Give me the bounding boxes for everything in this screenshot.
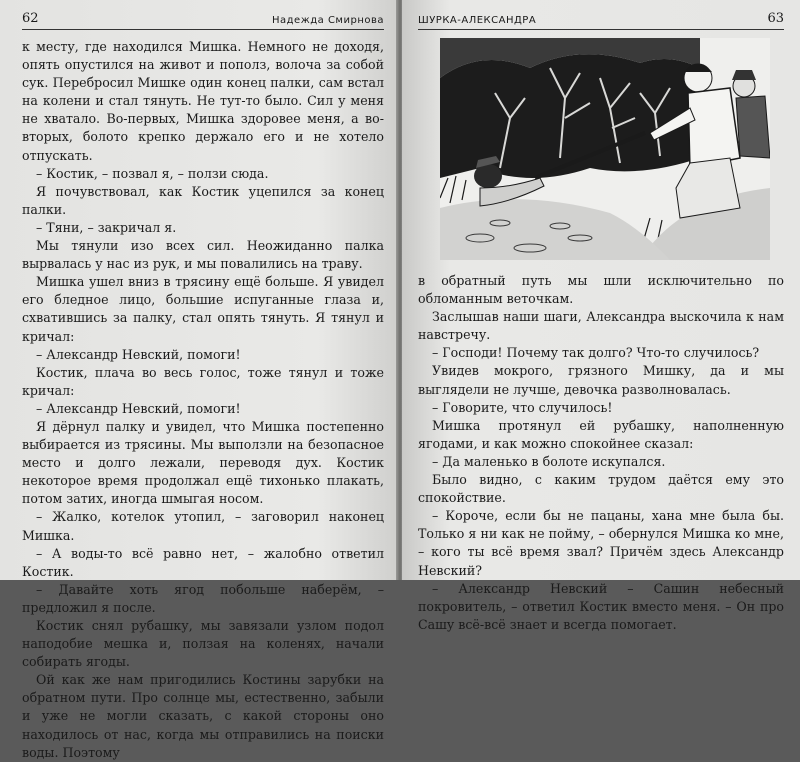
page-number: 63 [767,11,784,26]
paragraph: Мишка протянул ей рубашку, наполненную ягодами, и как можно спокойнее сказал: [418,417,784,451]
paragraph: Я дёрнул палку и увидел, что Мишка постепенно выбирается из трясины. Мы выползли на безопасное место и долго лежали, переводя дух. Костик некоторое время продолжал ещё тихонько плакать, потом затих, иногда шмыгая носом. [22,418,384,507]
paragraph: в обратный путь мы шли исключительно по обломанным веточкам. [418,273,784,307]
right-page [402,0,800,632]
paragraph: – Да маленько в болоте искупался. [432,453,666,469]
paragraph: Я почувствовал, как Костик уцепился за конец палки. [22,183,384,217]
paragraph: – Давайте хоть ягод побольше наберём, – предложил я после. [22,581,384,615]
right-page-header [418,10,784,30]
running-header-title: ШУРКА-АЛЕКСАНДРА [418,15,537,26]
paragraph: Костик снял рубашку, мы завязали узлом подол наподобие мешка и, ползая на коленях, начали собирать ягоды. [22,618,384,670]
paragraph: Костик, плача во весь голос, тоже тянул и тоже кричал: [22,364,384,398]
paragraph: к месту, где находился Мишка. Немного не доходя, опять опустился на живот и пополз, волоча за собой сук. Перебросил Мишке один конец палки, сам встал на колени и стал тянуть. Не тут-то было. Сил у меня не хватало. Во-первых, Мишка здоровее меня, а во-вторых, болото крепко держало его и не хотело отпускать. [22,39,384,163]
paragraph: Было видно, с каким трудом даётся ему это спокойствие. [418,472,784,506]
paragraph: – Александр Невский, помоги! [36,346,241,362]
paragraph: – Говорите, что случилось! [432,399,613,415]
paragraph: – Костик, – позвал я, – ползи сюда. [36,165,269,181]
left-page-text [22,38,384,762]
paragraph: – Александр Невский – Сашин небесный покровитель, – ответил Костик вместо меня. – Он про Сашу всё-всё знает и всегда помогает. [418,580,784,632]
paragraph: – А воды-то всё равно нет, – жалобно ответил Костик. [22,545,384,579]
paragraph: – Александр Невский, помоги! [36,400,241,416]
swamp-rescue-illustration [440,38,770,260]
left-page-header [22,10,384,30]
page-number: 62 [22,11,39,26]
illustration-drawing [440,38,770,260]
paragraph: Мы тянули изо всех сил. Неожиданно палка вырвалась у нас из рук, и мы повалились на траву. [22,238,384,272]
paragraph: Заслышав наши шаги, Александра выскочила к нам навстречу. [418,309,784,343]
paragraph: – Господи! Почему так долго? Что-то случилось? [432,345,760,361]
paragraph: – Короче, если бы не пацаны, хана мне была бы. Только я ни как не пойму, – обернулся Мишка ко мне, – кого ты всё время звал? Причём здесь Александр Невский? [418,508,784,578]
paragraph: Увидев мокрого, грязного Мишку, да и мы выглядели не лучше, девочка разволновалась. [418,363,784,397]
paragraph: – Тяни, – закричал я. [36,219,177,235]
running-header-author: Надежда Смирнова [272,15,384,26]
paragraph: Мишка ушел вниз в трясину ещё больше. Я увидел его бледное лицо, большие испуганные глаза и, схватившись за палку, стал опять тянуть. Я тянул и кричал: [22,274,384,344]
paragraph: – Жалко, котелок утопил, – заговорил наконец Мишка. [22,509,384,543]
paragraph: Ой как же нам пригодились Костины зарубки на обратном пути. Про солнце мы, естественно, забыли и уже не могли сказать, с какой стороны оно находилось от нас, когда мы отправились на поиски воды. Поэтому [22,672,384,760]
left-page [0,0,398,760]
